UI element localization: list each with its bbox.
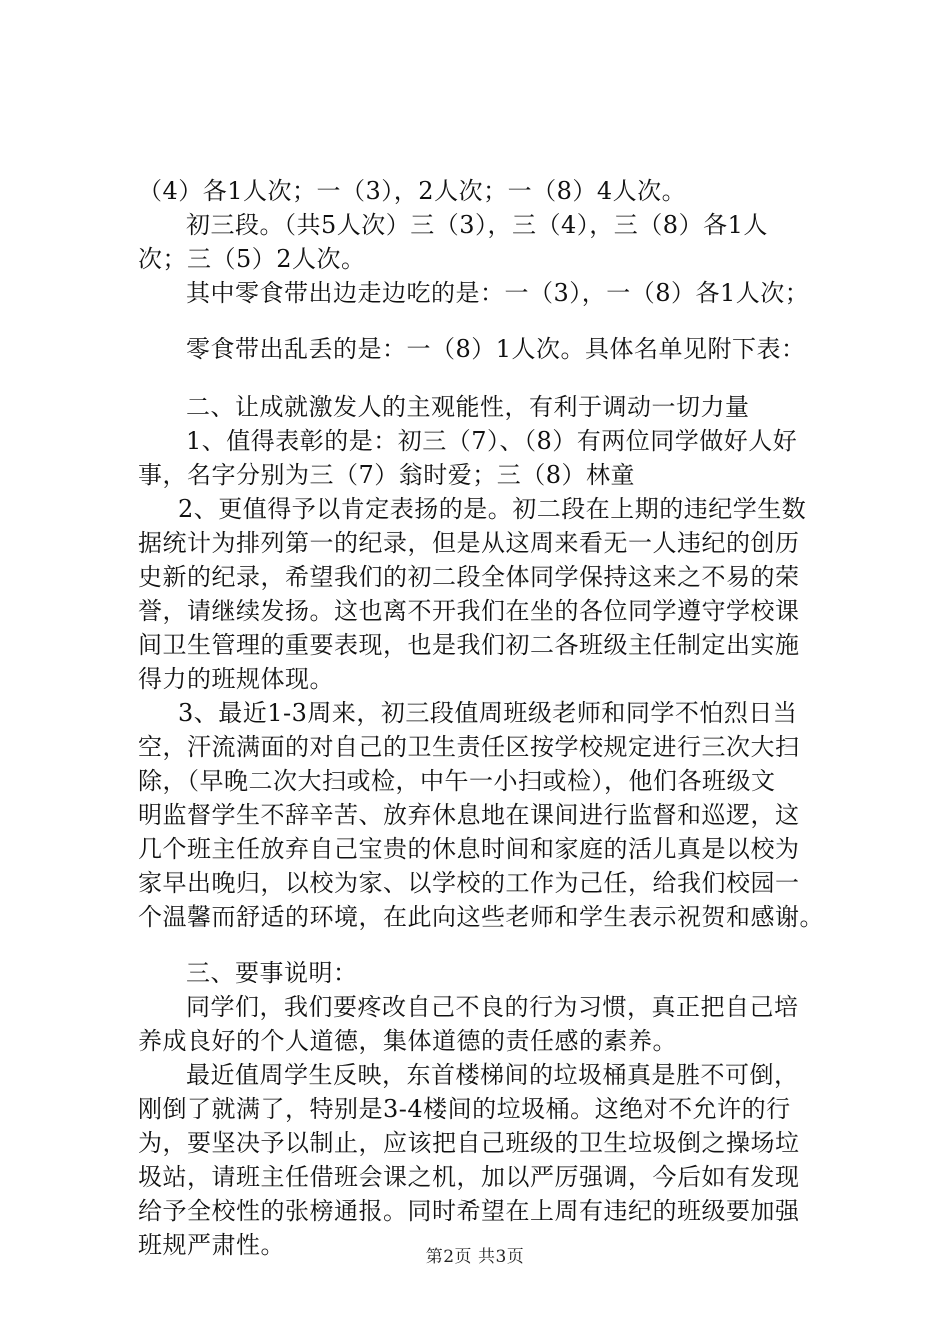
text-line: 零食带出乱丢的是：一（8）1人次。具体名单见附下表： xyxy=(186,335,806,363)
text-line: 除，（早晚二次大扫或检，中午一小扫或检），他们各班级文 xyxy=(138,767,776,795)
text-line: 刚倒了就满了，特别是3-4楼间的垃圾桶。这绝对不允许的行 xyxy=(138,1095,791,1123)
text-line: 圾站，请班主任借班会课之机，加以严厉强调，今后如有发现 xyxy=(138,1163,800,1191)
text-line: 最近值周学生反映，东首楼梯间的垃圾桶真是胜不可倒， xyxy=(186,1061,799,1089)
text-line: 初三段。（共5人次）三（3），三（4），三（8）各1人 xyxy=(186,211,768,239)
text-line: 个温馨而舒适的环境，在此向这些老师和学生表示祝贺和感谢。 xyxy=(138,903,824,931)
text-line: 1、值得表彰的是：初三（7）、（8）有两位同学做好人好 xyxy=(186,427,798,455)
text-line: 史新的纪录，希望我们的初二段全体同学保持这来之不易的荣 xyxy=(138,563,800,591)
text-line: 空，汗流满面的对自己的卫生责任区按学校规定进行三次大扫 xyxy=(138,733,800,761)
text-line: 几个班主任放弃自己宝贵的休息时间和家庭的活儿真是以校为 xyxy=(138,835,800,863)
text-line: 同学们，我们要疼改自己不良的行为习惯，真正把自己培 xyxy=(186,993,799,1021)
text-line: 据统计为排列第一的纪录，但是从这周来看无一人违纪的创历 xyxy=(138,529,800,557)
text-line: （4）各1人次；一（3），2人次；一（8）4人次。 xyxy=(138,177,687,205)
text-line: 事，名字分别为三（7）翁时爱；三（8）林童 xyxy=(138,461,636,489)
text-line: 2、更值得予以肯定表扬的是。初二段在上期的违纪学生数 xyxy=(178,495,807,523)
text-line: 家早出晚归，以校为家、以学校的工作为己任，给我们校园一 xyxy=(138,869,800,897)
page-footer: 第2页 共3页 xyxy=(425,1247,525,1267)
text-line: 誉，请继续发扬。这也离不开我们在坐的各位同学遵守学校课 xyxy=(138,597,800,625)
text-line: 其中零食带出边走边吃的是：一（3），一（8）各1人次； xyxy=(186,279,810,307)
text-line: 养成良好的个人道德，集体道德的责任感的素养。 xyxy=(138,1027,677,1055)
text-line: 给予全校性的张榜通报。同时希望在上周有违纪的班级要加强 xyxy=(138,1197,800,1225)
text-line: 间卫生管理的重要表现，也是我们初二各班级主任制定出实施 xyxy=(138,631,800,659)
text-line: 明监督学生不辞辛苦、放弃休息地在课间进行监督和巡逻，这 xyxy=(138,801,800,829)
text-line: 为，要坚决予以制止，应该把自己班级的卫生垃圾倒之操场垃 xyxy=(138,1129,800,1157)
text-line: 得力的班规体现。 xyxy=(138,665,334,693)
text-line: 3、最近1-3周来，初三段值周班级老师和同学不怕烈日当 xyxy=(178,699,798,727)
section-heading: 二、让成就激发人的主观能性，有利于调动一切力量 xyxy=(186,393,750,421)
text-line: 班规严肃性。 xyxy=(138,1231,285,1259)
text-line: 次；三（5）2人次。 xyxy=(138,245,366,273)
section-heading: 三、要事说明： xyxy=(186,959,358,987)
